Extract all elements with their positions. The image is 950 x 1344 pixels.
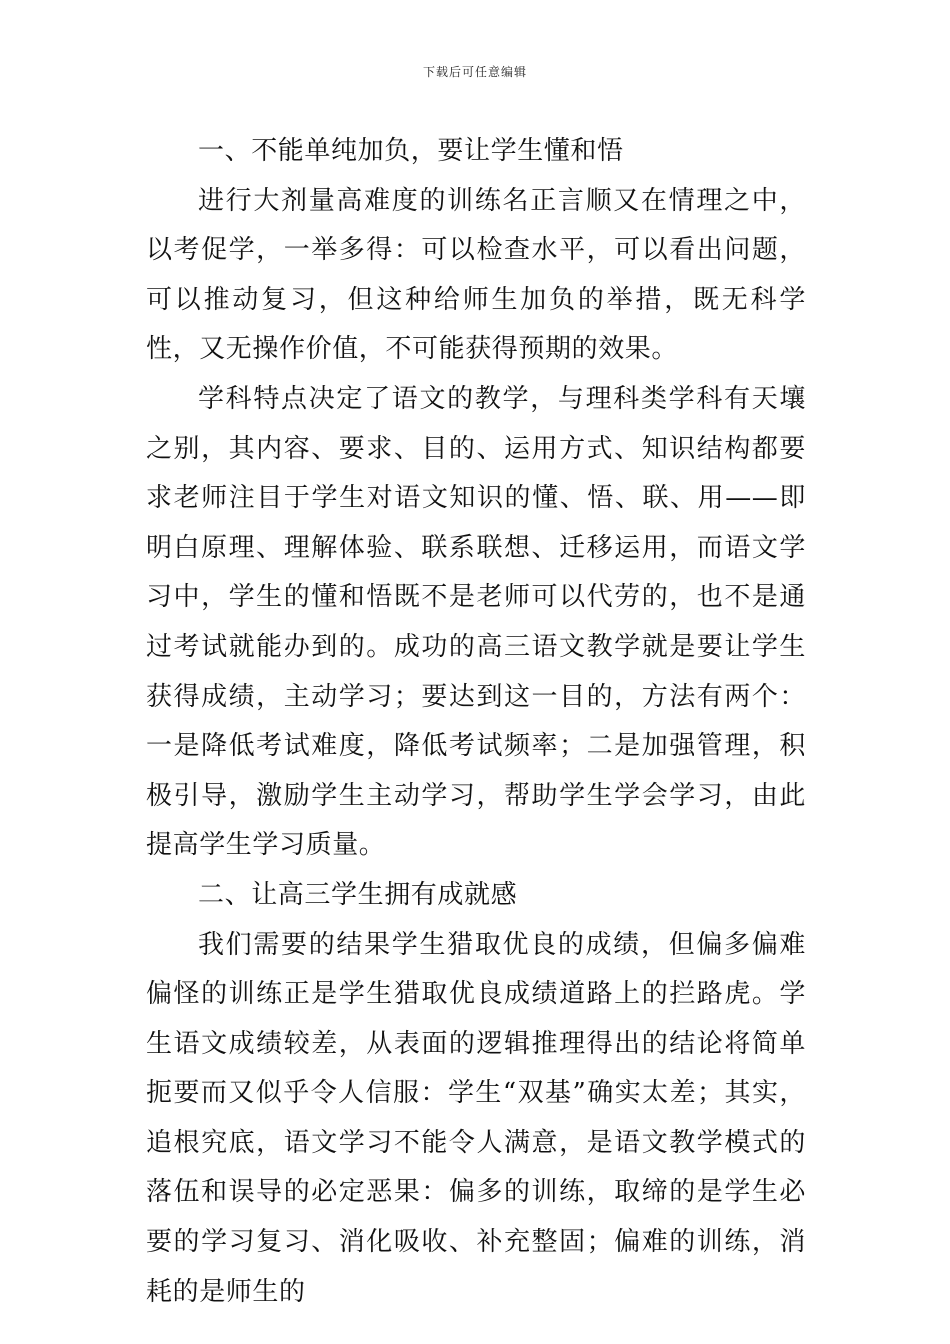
paragraph-3: 我们需要的结果学生猎取优良的成绩，但偏多偏难偏怪的训练正是学生猎取优良成绩道路上的拦路虎。学生语文成绩较差，从表面的逻辑推理得出的结论将简单扼要而又似乎令人信服：学生“双基”确实太差；其实，追根究底，语文学习不能令人满意，是语文教学模式的落伍和误导的必定恶果：偏多的训练，取缔的是学生必要的学习复习、消化吸收、补充整固；偏难的训练，消耗的是师生的 (146, 929, 806, 1307)
document-body (146, 127, 806, 1317)
section-heading-2: 二、让高三学生拥有成就感 (198, 879, 518, 910)
page-header: 下载后可任意编辑 (422, 65, 527, 79)
section-heading-1: 一、不能单纯加负，要让学生懂和悟 (198, 136, 624, 166)
paragraph-2: 学科特点决定了语文的教学，与理科类学科有天壤之别，其内容、要求、目的、运用方式、知识结构都要求老师注目于学生对语文知识的懂、悟、联、用——即明白原理、理解体验、联系联想、迁移运用，而语文学习中，学生的懂和悟既不是老师可以代劳的，也不是通过考试就能办到的。成功的高三语文教学就是要让学生获得成绩，主动学习；要达到这一目的，方法有两个：一是降低考试难度，降低考试频率；二是加强管理，积极引导，激励学生主动学习，帮助学生学会学习，由此提高学生学习质量。 (146, 383, 806, 861)
paragraph-1: 进行大剂量高难度的训练名正言顺又在情理之中，以考促学，一举多得：可以检查水平，可以看出问题，可以推动复习，但这种给师生加负的举措，既无科学性，又无操作价值，不可能获得预期的效果。 (146, 185, 806, 365)
